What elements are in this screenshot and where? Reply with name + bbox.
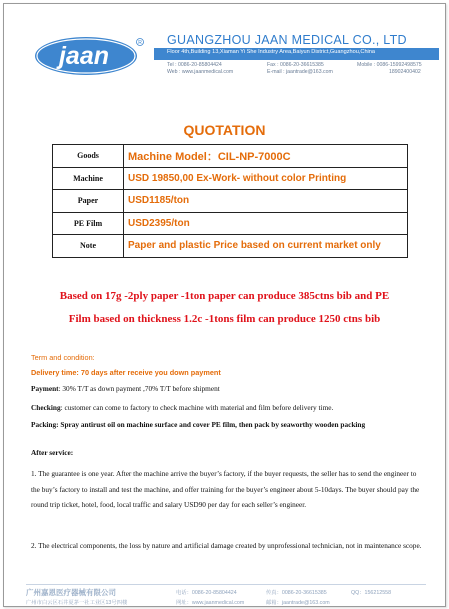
checking-label: Checking [31,403,61,412]
mobile-text: Mobile : 0086-15992498575 [357,62,422,68]
fax-text: Fax : 0086-20-36615385 [267,62,324,68]
footer-email[interactable]: 邮箱：jaantrade@163.com [266,600,330,606]
row-label-machine: Machine [53,167,124,190]
payment-label: Payment [31,384,59,393]
table-row [53,190,408,213]
table-row [53,235,408,258]
row-value-machine: USD 19850,00 Ex-Work- without color Printing [124,167,408,190]
footer-web[interactable]: 网址：www.jaanmedical.com [176,600,245,606]
row-value-note: Paper and plastic Price based on current market only [124,235,408,258]
web-text[interactable]: Web : www.jaanmedical.com [167,69,234,75]
table-row [53,212,408,235]
row-label-paper: Paper [53,190,124,213]
row-label-goods: Goods [53,145,124,168]
row-label-pe-film: PE Film [53,212,124,235]
statement-line-1: Based on 17g -2ply paper -1ton paper can produce 385ctns bib and PE [59,290,390,302]
row-value-paper: USD1185/ton [124,190,408,213]
checking-text: : customer can come to factory to check machine with material and film before delivery time. [60,403,334,412]
mobile2-text: 18902400402 [389,69,421,75]
page-title: QUOTATION [183,122,266,138]
row-value-goods: Machine Model：CIL-NP-7000C [124,145,408,168]
footer-divider [26,584,426,585]
footer-tel: 电话：0086-20-85804424 [176,590,237,596]
packing-terms [31,420,426,430]
jaan-logo [34,36,146,76]
payment-text: : 30% T/T as down payment ,70% T/T before shipment [58,384,220,393]
quotation-table [52,144,408,258]
footer-fax: 传真：0086-20-36615385 [266,590,327,596]
delivery-time: Delivery time: 70 days after receive you down payment [31,368,221,377]
svg-text:R: R [138,40,142,46]
company-name: GUANGZHOU JAAN MEDICAL CO., LTD [167,33,407,47]
statement-line-2: Film based on thickness 1.2c -1tons film can produce 1250 ctns bib [68,313,381,325]
footer-company-cn: 广州嘉恩医疗器械有限公司 [26,588,116,597]
footer-qq: QQ：156212558 [351,590,392,596]
row-label-note: Note [53,235,124,258]
packing-label: Packing [31,420,57,429]
document-page [3,3,446,607]
payment-terms [31,384,426,394]
company-address: Floor 4th,Building 13,Xiaman Yi She Industry Area,Baiyun District,Guangzhou,China [167,49,376,55]
after-service-item-2: 2. The electrical components, the loss by nature and artificial damage created by unprofessional technician, not in maintenance scope. [31,541,422,550]
checking-terms [31,403,426,413]
after-service-heading: After service: [31,448,74,457]
table-row [53,167,408,190]
logo-text: jaan [58,42,110,70]
table-row [53,145,408,168]
row-value-pe-film: USD2395/ton [124,212,408,235]
after-service-item-1: 1. The guarantee is one year. After the machine arrive the buyer’s factory, if the buyer requests, the seller has to send the engineer to the buy’s factory to install and test the machine, and offer training for the buyer’s engineer about 5-10days. The buyer should pay the round trip ticket, hotel, food, local traffic and salary USD90 per day for each seller’s engineer. [31,469,420,509]
tel-text: Tel : 0086-20-85804424 [167,62,222,68]
terms-heading: Term and condition: [31,353,95,362]
email-text[interactable]: E-mail : jaantrade@163.com [267,69,333,75]
footer-address-cn: 广州市白云区石井夏茅一社工业区13号四楼 [26,600,128,606]
packing-text: : Spray antirust oil on machine surface and cover PE film, then pack by seaworthy wooden packing [56,420,366,429]
